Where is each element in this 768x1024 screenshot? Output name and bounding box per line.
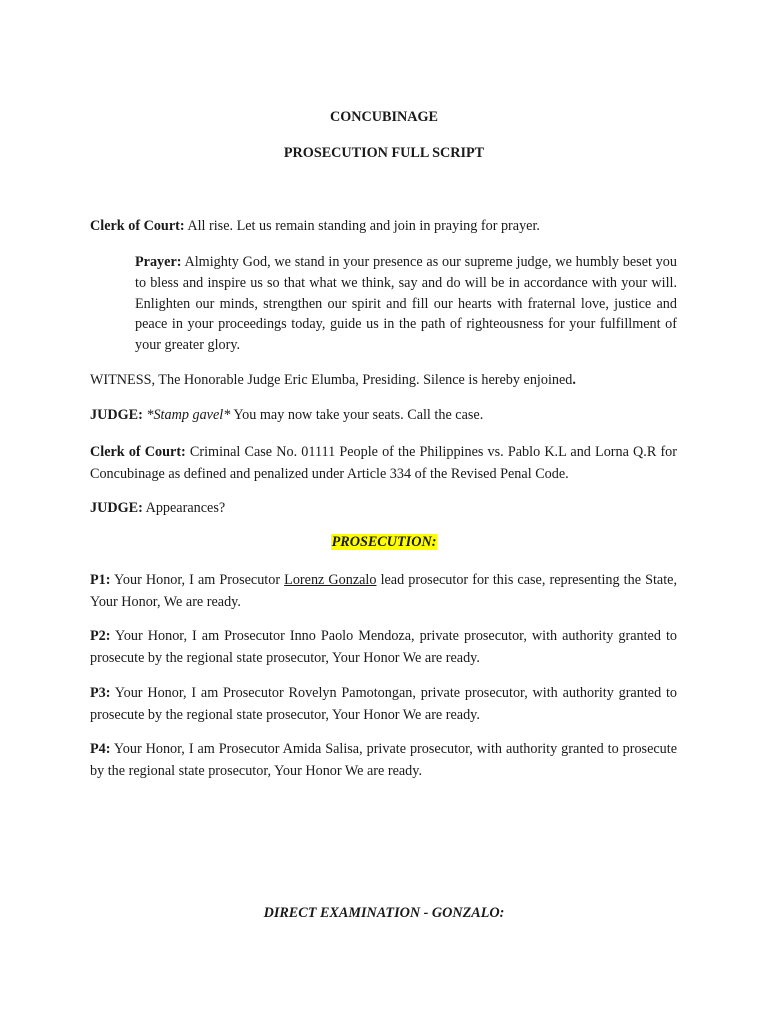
speaker-label: JUDGE:	[90, 500, 143, 516]
prosecutor-4-line	[90, 739, 677, 782]
speaker-label: JUDGE:	[90, 407, 143, 423]
line-text: Appearances?	[142, 500, 226, 516]
prosecution-heading: PROSECUTION:	[331, 534, 437, 550]
speaker-label: P3:	[90, 685, 111, 701]
document-title: CONCUBINAGE	[330, 109, 438, 125]
witness-line	[90, 370, 677, 392]
prosecutor-1-line	[90, 570, 677, 613]
line-text: Your Honor, I am Prosecutor Rovelyn Pamotongan, private prosecutor, with authority granted to prosecute by the regional state prosecutor, Your Honor We are ready.	[90, 685, 677, 723]
witness-text: WITNESS, The Honorable Judge Eric Elumba, Presiding. Silence is hereby enjoined	[90, 372, 573, 388]
prosecutor-name: Lorenz Gonzalo	[284, 572, 377, 588]
witness-end: .	[572, 372, 576, 388]
prosecution-heading-row	[0, 534, 768, 551]
line-text-a: Your Honor, I am Prosecutor	[110, 572, 285, 588]
speaker-label: Clerk of Court:	[90, 444, 186, 460]
line-text: All rise. Let us remain standing and join in praying for prayer.	[184, 218, 540, 234]
line-text: Your Honor, I am Prosecutor Inno Paolo Mendoza, private prosecutor, with authority granted to prosecute by the regional state prosecutor, Your Honor We are ready.	[90, 628, 677, 666]
speaker-label: P4:	[90, 741, 111, 757]
clerk-case-line	[90, 442, 677, 485]
stage-direction: *Stamp gavel*	[142, 407, 231, 423]
prosecutor-3-line	[90, 683, 677, 726]
line-text: Criminal Case No. 01111 People of the Philippines vs. Pablo K.L and Lorna Q.R for Concubinage as defined and penalized under Article 334 of the Revised Penal Code.	[90, 444, 678, 482]
line-text: Your Honor, I am Prosecutor Amida Salisa, private prosecutor, with authority granted to prosecute by the regional state prosecutor, Your Honor We are ready.	[90, 741, 677, 779]
speaker-label: Clerk of Court:	[90, 218, 185, 234]
line-text: You may now take your seats. Call the case.	[230, 407, 484, 423]
speaker-label: Prayer:	[135, 254, 182, 270]
judge-line-2	[90, 498, 677, 520]
direct-examination-heading: DIRECT EXAMINATION - GONZALO:	[263, 905, 505, 921]
judge-line-1	[90, 405, 677, 427]
line-text-b: lead prosecutor for this case, representing the State, Your Honor, We are ready.	[90, 572, 677, 610]
speaker-label: P2:	[90, 628, 111, 644]
document-subtitle: PROSECUTION FULL SCRIPT	[283, 145, 485, 161]
prayer-text: Almighty God, we stand in your presence as our supreme judge, we humbly beset you to bless and inspire us so that what we think, say and do will be in accordance with your will. Enlighten our minds, strengthen our spirit and fill our hearts with fraternal love, justice and peace in your proceedings today, guide us in the path of righteousness for your fulfillment of your greater glory.	[135, 254, 677, 354]
prosecutor-2-line	[90, 626, 677, 669]
prayer-paragraph	[135, 252, 677, 356]
speaker-label: P1:	[90, 572, 111, 588]
clerk-opening-line	[90, 216, 677, 238]
